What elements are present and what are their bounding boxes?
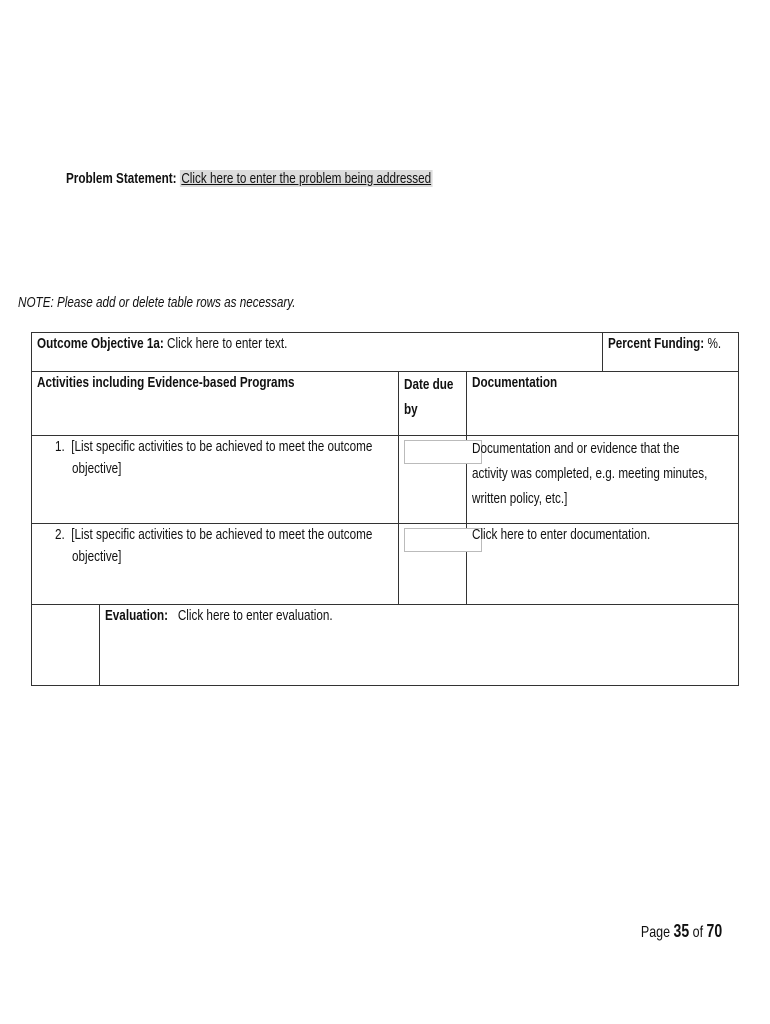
table-note-text: NOTE: Please add or delete table rows as necessary. <box>18 294 296 311</box>
activity-number: 2. <box>55 526 65 543</box>
activity-text[interactable]: [List specific activities to be achieved to meet the outcome <box>71 438 373 455</box>
date-due-field-2[interactable] <box>404 528 482 552</box>
outcome-objective-field[interactable]: Click here to enter text. <box>167 335 288 352</box>
problem-statement-field[interactable]: Click here to enter the problem being addressed <box>181 170 432 187</box>
evaluation <box>105 605 397 627</box>
activity-text-cont: objective] <box>72 548 122 565</box>
outcome-objective-label: Outcome Objective 1a: <box>37 335 164 352</box>
evaluation-field[interactable]: Click here to enter evaluation. <box>177 607 333 624</box>
header-documentation: Documentation <box>472 374 558 391</box>
activity-text[interactable]: [List specific activities to be achieved to meet the outcome <box>71 526 373 543</box>
page-number <box>618 921 722 942</box>
of-word: of <box>692 924 703 941</box>
activity-number: 1. <box>55 438 65 455</box>
percent-funding-label: Percent Funding: <box>608 335 705 352</box>
percent-funding-field[interactable]: %. <box>707 335 722 352</box>
header-date-due: Date due by <box>404 376 454 418</box>
current-page: 35 <box>673 921 690 941</box>
activity-row-2 <box>55 524 462 568</box>
activity-text-cont: objective] <box>72 460 122 477</box>
evaluation-label: Evaluation: <box>105 607 169 624</box>
documentation-row-1[interactable]: Documentation and or evidence that the activity was completed, e.g. meeting minutes, written policy, etc.] <box>472 440 708 507</box>
percent-funding <box>608 333 753 355</box>
outcome-objective <box>37 333 358 355</box>
header-activities: Activities including Evidence-based Programs <box>37 374 295 391</box>
problem-statement-label: Problem Statement: <box>66 170 177 187</box>
activity-row-1 <box>55 436 462 480</box>
table-note <box>18 294 374 311</box>
problem-statement <box>66 170 536 187</box>
date-due-field-1[interactable] <box>404 440 482 464</box>
documentation-row-2[interactable]: Click here to enter documentation. <box>472 526 651 543</box>
total-pages: 70 <box>706 921 722 941</box>
page-word: Page <box>640 924 670 941</box>
